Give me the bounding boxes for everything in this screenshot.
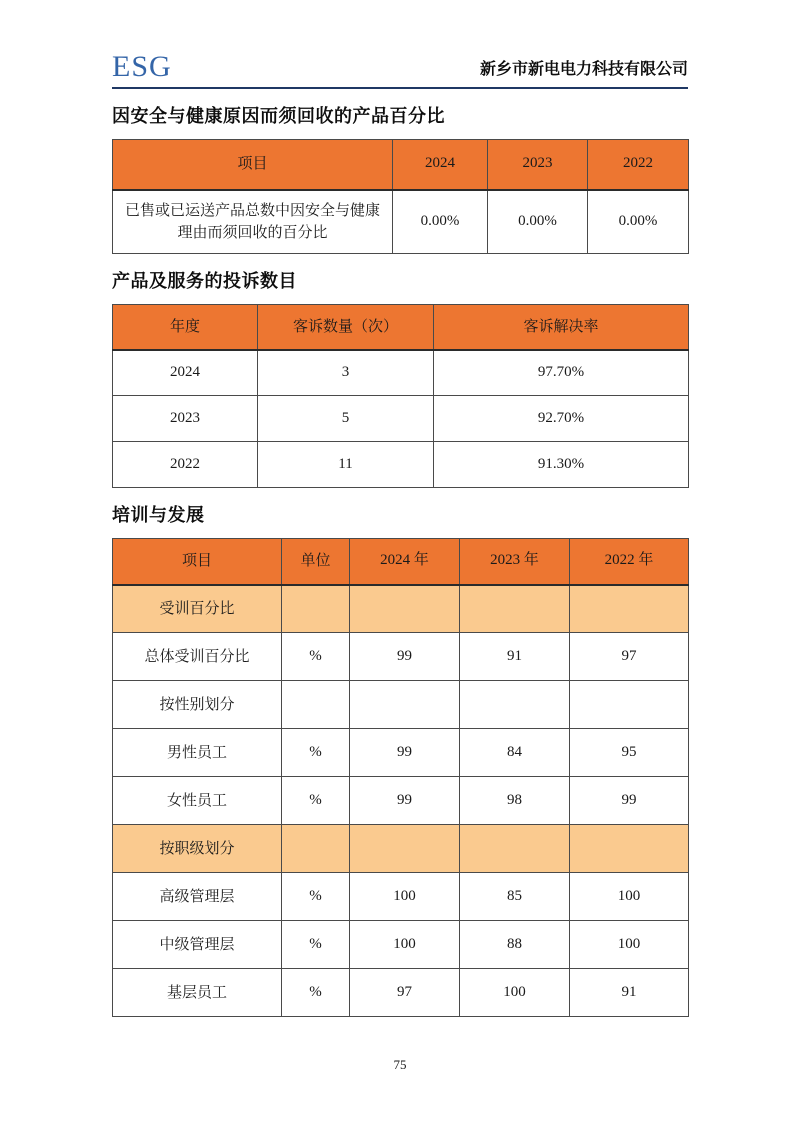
training-v2024 — [350, 825, 460, 873]
training-item: 中级管理层 — [113, 921, 282, 969]
training-v2022: 95 — [570, 729, 689, 777]
training-section-title: 培训与发展 — [112, 505, 205, 525]
training-col-2022: 2022 年 — [570, 539, 689, 585]
complaints-section-title: 产品及服务的投诉数目 — [112, 271, 297, 291]
training-col-unit: 单位 — [282, 539, 350, 585]
training-item: 总体受训百分比 — [113, 633, 282, 681]
training-v2023 — [460, 825, 570, 873]
complaints-year: 2023 — [113, 396, 258, 442]
training-col-2023: 2023 年 — [460, 539, 570, 585]
training-v2022 — [570, 585, 689, 633]
complaints-col-rate: 客诉解决率 — [434, 305, 689, 350]
training-v2022 — [570, 825, 689, 873]
complaints-year: 2024 — [113, 350, 258, 396]
training-v2023 — [460, 681, 570, 729]
training-unit: % — [282, 873, 350, 921]
recall-col-2024: 2024 — [393, 140, 488, 190]
table-row — [113, 442, 689, 488]
training-unit — [282, 681, 350, 729]
training-v2023 — [460, 585, 570, 633]
training-item: 受训百分比 — [113, 585, 282, 633]
training-item: 男性员工 — [113, 729, 282, 777]
complaints-col-year: 年度 — [113, 305, 258, 350]
company-name: 新乡市新电电力科技有限公司 — [479, 61, 688, 78]
training-unit: % — [282, 921, 350, 969]
esg-logo: ESG — [112, 50, 172, 83]
recall-table — [112, 139, 689, 254]
table-row — [113, 873, 689, 921]
training-table-header-row — [113, 539, 689, 585]
training-item: 按职级划分 — [113, 825, 282, 873]
recall-value-2022: 0.00% — [588, 190, 689, 254]
table-row — [113, 350, 689, 396]
complaints-rate: 92.70% — [434, 396, 689, 442]
page-number: 75 — [393, 1057, 407, 1072]
training-v2022 — [570, 681, 689, 729]
training-v2024: 99 — [350, 633, 460, 681]
training-unit: % — [282, 969, 350, 1017]
complaints-count: 11 — [258, 442, 434, 488]
recall-col-2023: 2023 — [488, 140, 588, 190]
training-unit: % — [282, 633, 350, 681]
training-v2022: 97 — [570, 633, 689, 681]
training-v2023: 91 — [460, 633, 570, 681]
training-v2022: 91 — [570, 969, 689, 1017]
training-category-row — [113, 585, 689, 633]
training-v2023: 88 — [460, 921, 570, 969]
training-category-row — [113, 681, 689, 729]
training-v2024 — [350, 585, 460, 633]
training-col-item: 项目 — [113, 539, 282, 585]
training-col-2024: 2024 年 — [350, 539, 460, 585]
table-row — [113, 777, 689, 825]
training-v2022: 100 — [570, 873, 689, 921]
recall-section-title: 因安全与健康原因而须回收的产品百分比 — [112, 106, 445, 126]
recall-value-2023: 0.00% — [488, 190, 588, 254]
complaints-count: 3 — [258, 350, 434, 396]
training-table — [112, 538, 689, 1017]
recall-value-2024: 0.00% — [393, 190, 488, 254]
table-row — [113, 190, 689, 254]
recall-col-item: 项目 — [113, 140, 393, 190]
training-item: 按性别划分 — [113, 681, 282, 729]
training-v2024: 100 — [350, 921, 460, 969]
training-v2024: 99 — [350, 729, 460, 777]
training-v2023: 84 — [460, 729, 570, 777]
training-category-row — [113, 825, 689, 873]
training-v2022: 100 — [570, 921, 689, 969]
training-item: 基层员工 — [113, 969, 282, 1017]
complaints-rate: 91.30% — [434, 442, 689, 488]
training-v2024 — [350, 681, 460, 729]
training-unit — [282, 825, 350, 873]
complaints-table — [112, 304, 689, 488]
recall-table-header-row — [113, 140, 689, 190]
page-header — [112, 52, 688, 89]
training-item: 高级管理层 — [113, 873, 282, 921]
complaints-rate: 97.70% — [434, 350, 689, 396]
complaints-col-count: 客诉数量（次） — [258, 305, 434, 350]
training-v2022: 99 — [570, 777, 689, 825]
training-v2023: 85 — [460, 873, 570, 921]
training-unit — [282, 585, 350, 633]
table-row — [113, 729, 689, 777]
training-unit: % — [282, 777, 350, 825]
training-v2023: 100 — [460, 969, 570, 1017]
training-item: 女性员工 — [113, 777, 282, 825]
complaints-table-header-row — [113, 305, 689, 350]
training-v2023: 98 — [460, 777, 570, 825]
recall-row-label: 已售或已运送产品总数中因安全与健康理由而须回收的百分比 — [113, 190, 393, 254]
training-v2024: 100 — [350, 873, 460, 921]
table-row — [113, 633, 689, 681]
table-row — [113, 921, 689, 969]
training-unit: % — [282, 729, 350, 777]
table-row — [113, 396, 689, 442]
table-row — [113, 969, 689, 1017]
complaints-count: 5 — [258, 396, 434, 442]
training-v2024: 99 — [350, 777, 460, 825]
recall-col-2022: 2022 — [588, 140, 689, 190]
training-v2024: 97 — [350, 969, 460, 1017]
complaints-year: 2022 — [113, 442, 258, 488]
